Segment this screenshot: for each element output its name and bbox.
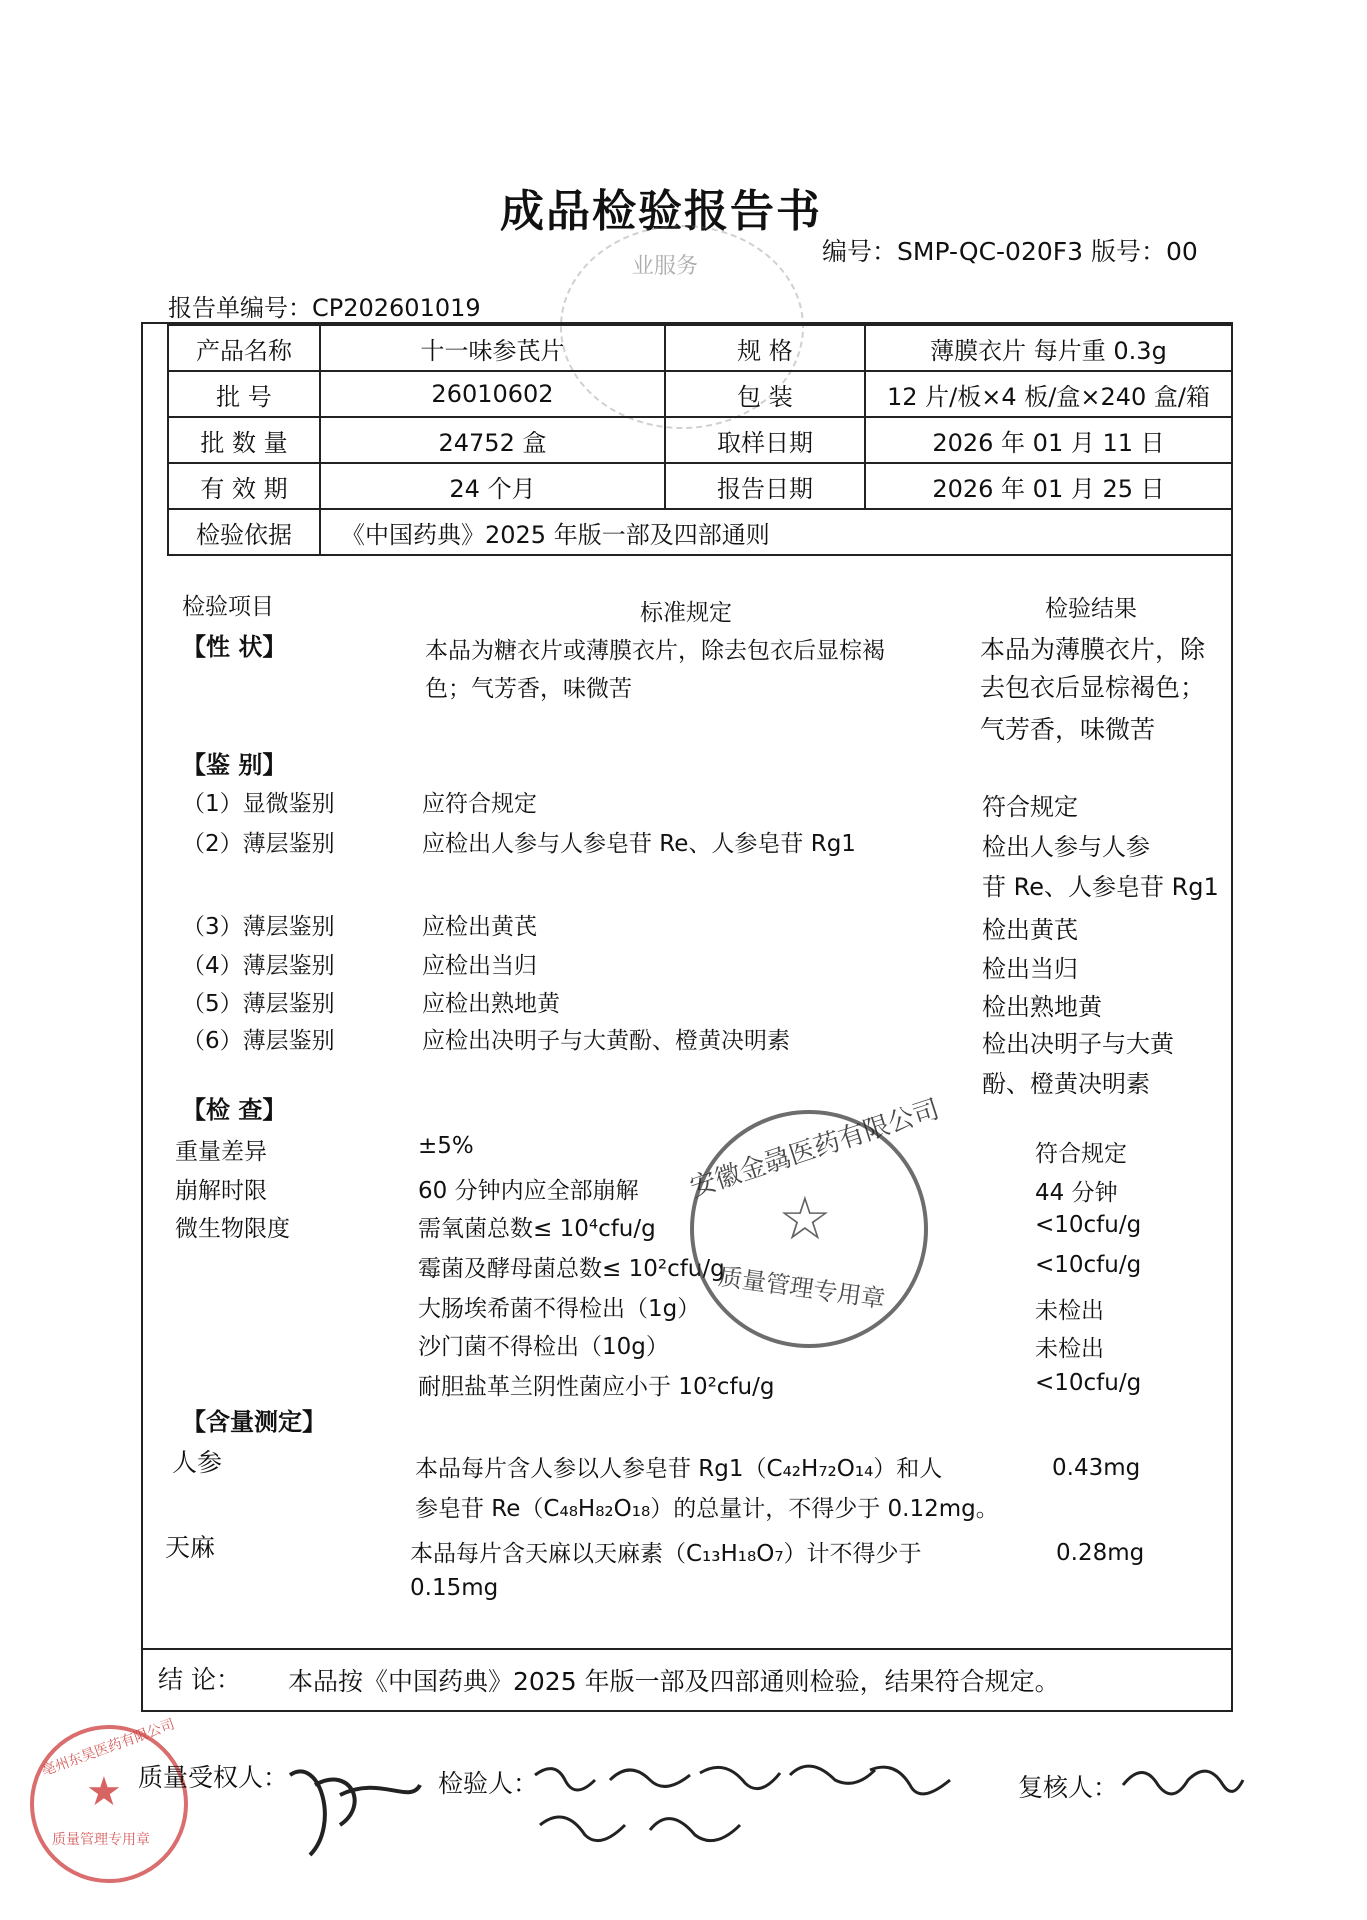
- identification-std: 应检出当归: [422, 953, 537, 979]
- identification-std: 应检出黄芪: [422, 914, 537, 940]
- table-row: [168, 325, 1232, 371]
- qty-label: 批 数 量: [168, 417, 320, 463]
- appearance-standard-line: 色；气芳香，味微苦: [425, 676, 632, 702]
- inspection-item: 崩解时限: [175, 1178, 267, 1204]
- assay-gastrodia-result: 0.28mg: [1056, 1540, 1145, 1566]
- column-result: 检验结果: [1045, 596, 1137, 622]
- identification-std: 应检出熟地黄: [422, 991, 560, 1017]
- appearance-result-line: 去包衣后显棕褐色；: [980, 673, 1206, 702]
- inspection-std: 霉菌及酵母菌总数≤ 10²cfu/g: [418, 1256, 725, 1282]
- qa-label: 质量受权人：: [138, 1763, 289, 1792]
- inspection-res: <10cfu/g: [1035, 1370, 1142, 1396]
- seal-subtitle: 质量管理专用章: [716, 1262, 887, 1314]
- corner-seal-star-icon: ★: [86, 1769, 122, 1815]
- table-row: [168, 463, 1232, 509]
- inspection-std: 60 分钟内应全部崩解: [418, 1178, 639, 1204]
- identification-res: 检出决明子与大黄: [982, 1030, 1174, 1058]
- conclusion-label: 结 论：: [158, 1665, 241, 1694]
- identification-std: 应符合规定: [422, 791, 537, 817]
- identification-std: 应检出人参与人参皂苷 Re、人参皂苷 Rg1: [422, 831, 856, 857]
- appearance-result-line: 本品为薄膜衣片，除: [980, 635, 1206, 664]
- corner-seal-subtitle: 质量管理专用章: [52, 1832, 150, 1848]
- identification-res: 符合规定: [982, 793, 1078, 821]
- inspection-res: 未检出: [1035, 1336, 1104, 1362]
- identification-res: 检出熟地黄: [982, 993, 1102, 1021]
- company-seal: [686, 1094, 944, 1348]
- assay-ginseng-standard-line: 本品每片含人参以人参皂苷 Rg1（C₄₂H₇₂O₁₄）和人: [415, 1456, 943, 1482]
- product-value: 十一味参芪片: [320, 325, 665, 371]
- qa-signature: [280, 1735, 430, 1865]
- report-number: 报告单编号：CP202601019: [168, 294, 481, 322]
- column-item: 检验项目: [182, 594, 274, 620]
- batch-label: 批 号: [168, 371, 320, 417]
- inspection-std: ±5%: [418, 1133, 474, 1159]
- inspector-signatures: [530, 1745, 1010, 1865]
- assay-item-ginseng: 人参: [172, 1448, 223, 1477]
- inspection-res: 符合规定: [1035, 1141, 1127, 1167]
- pack-value: 12 片/板×4 板/盒×240 盒/箱: [865, 371, 1232, 417]
- identification-item: （3）薄层鉴别: [182, 914, 335, 940]
- inspection-item: 微生物限度: [175, 1216, 290, 1242]
- identification-item: （6）薄层鉴别: [182, 1028, 335, 1054]
- valid-value: 24 个月: [320, 463, 665, 509]
- sample-date-value: 2026 年 01 月 11 日: [865, 417, 1232, 463]
- spec-label: 规 格: [665, 325, 865, 371]
- conclusion-text: 本品按《中国药典》2025 年版一部及四部通则检验，结果符合规定。: [288, 1667, 1060, 1696]
- reviewer-label: 复核人：: [1018, 1773, 1119, 1802]
- identification-item: （2）薄层鉴别: [182, 831, 335, 857]
- section-assay: 【含量测定】: [182, 1408, 326, 1436]
- section-identification: 【鉴 别】: [182, 751, 287, 779]
- identification-item: （1）显微鉴别: [182, 791, 335, 817]
- corner-seal: [30, 1716, 188, 1883]
- seal-star-icon: ☆: [778, 1184, 832, 1254]
- inspection-res: <10cfu/g: [1035, 1252, 1142, 1278]
- valid-label: 有 效 期: [168, 463, 320, 509]
- assay-ginseng-standard-line: 参皂苷 Re（C₄₈H₈₂O₁₈）的总量计，不得少于 0.12mg。: [415, 1496, 999, 1522]
- seal-company-text: 安徽金骉医药有限公司: [686, 1094, 944, 1204]
- identification-res: 苷 Re、人参皂苷 Rg1: [982, 873, 1219, 901]
- inspection-std: 沙门菌不得检出（10g）: [418, 1334, 669, 1360]
- identification-res: 检出黄芪: [982, 916, 1078, 944]
- report-date-label: 报告日期: [665, 463, 865, 509]
- identification-item: （5）薄层鉴别: [182, 991, 335, 1017]
- faint-stamp-text: 业服务: [632, 254, 699, 279]
- appearance-standard-line: 本品为糖衣片或薄膜衣片，除去包衣后显棕褐: [425, 638, 885, 664]
- assay-ginseng-result: 0.43mg: [1052, 1455, 1141, 1481]
- table-row: [168, 371, 1232, 417]
- inspector-label: 检验人：: [438, 1769, 539, 1798]
- inspection-res: 44 分钟: [1035, 1180, 1118, 1206]
- inspection-res: <10cfu/g: [1035, 1212, 1142, 1238]
- section-inspection: 【检 查】: [182, 1096, 287, 1124]
- assay-gastrodia-standard-line: 0.15mg: [410, 1575, 499, 1601]
- conclusion-divider: [141, 1648, 1233, 1650]
- inspection-std: 耐胆盐革兰阴性菌应小于 10²cfu/g: [418, 1374, 775, 1400]
- header-table: [167, 324, 1233, 556]
- identification-res: 检出当归: [982, 955, 1078, 983]
- sample-date-label: 取样日期: [665, 417, 865, 463]
- column-standard: 标准规定: [640, 600, 732, 626]
- inspection-std: 需氧菌总数≤ 10⁴cfu/g: [418, 1216, 656, 1242]
- identification-item: （4）薄层鉴别: [182, 953, 335, 979]
- batch-value: 26010602: [320, 371, 665, 417]
- identification-std: 应检出决明子与大黄酚、橙黄决明素: [422, 1028, 790, 1054]
- reviewer-signature: [1118, 1750, 1248, 1810]
- inspection-res: 未检出: [1035, 1298, 1104, 1324]
- section-appearance: 【性 状】: [182, 633, 287, 661]
- table-row: [168, 417, 1232, 463]
- assay-item-gastrodia: 天麻: [165, 1533, 216, 1562]
- spec-value: 薄膜衣片 每片重 0.3g: [865, 325, 1232, 371]
- report-date-value: 2026 年 01 月 25 日: [865, 463, 1232, 509]
- appearance-result-line: 气芳香，味微苦: [980, 715, 1156, 744]
- inspection-item: 重量差异: [175, 1139, 267, 1165]
- corner-seal-text: 亳州东昊医药有限公司: [39, 1716, 177, 1780]
- identification-res: 检出人参与人参: [982, 833, 1150, 861]
- document-title: 成品检验报告书: [500, 186, 822, 237]
- table-row: [168, 509, 1232, 555]
- document-code: 编号：SMP-QC-020F3 版号：00: [822, 237, 1198, 266]
- pack-label: 包 装: [665, 371, 865, 417]
- product-label: 产品名称: [168, 325, 320, 371]
- basis-label: 检验依据: [168, 509, 320, 555]
- identification-res: 酚、橙黄决明素: [982, 1070, 1150, 1098]
- qty-value: 24752 盒: [320, 417, 665, 463]
- inspection-std: 大肠埃希菌不得检出（1g）: [418, 1296, 701, 1322]
- assay-gastrodia-standard-line: 本品每片含天麻以天麻素（C₁₃H₁₈O₇）计不得少于: [410, 1541, 922, 1567]
- basis-value: 《中国药典》2025 年版一部及四部通则: [320, 509, 1232, 555]
